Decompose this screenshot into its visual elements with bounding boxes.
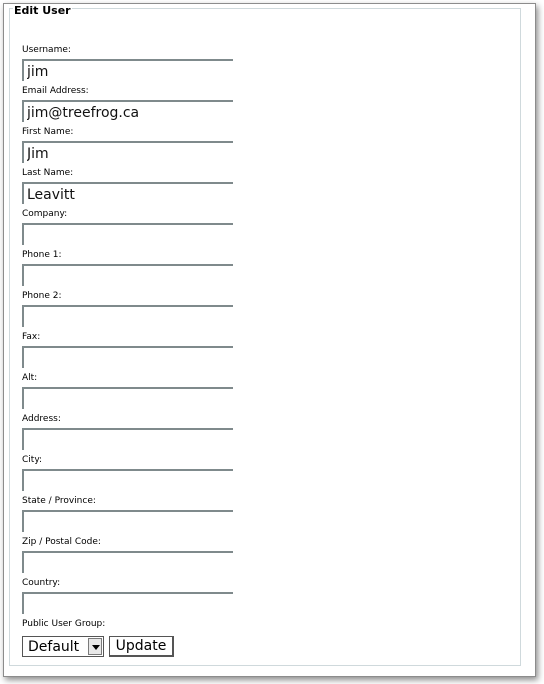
first-name-input[interactable]	[22, 141, 233, 163]
user-group-selected-value: Default	[28, 639, 80, 655]
chevron-down-icon[interactable]	[88, 638, 102, 655]
form-title: Edit User	[14, 4, 71, 17]
state-label: State / Province:	[22, 496, 96, 506]
state-field-group	[22, 496, 234, 532]
last-name-field-group	[22, 168, 234, 204]
user-group-label: Public User Group:	[22, 619, 106, 629]
user-group-controls	[22, 636, 192, 657]
alt-field-group	[22, 373, 234, 409]
company-input[interactable]	[22, 223, 233, 245]
company-field-group	[22, 209, 234, 245]
user-group-select[interactable]	[22, 636, 104, 657]
fax-label: Fax:	[22, 332, 41, 342]
zip-label: Zip / Postal Code:	[22, 537, 101, 547]
phone1-label: Phone 1:	[22, 250, 62, 260]
user-group-field-group	[22, 619, 234, 633]
address-input[interactable]	[22, 428, 233, 450]
phone2-input[interactable]	[22, 305, 233, 327]
phone2-field-group	[22, 291, 234, 327]
fax-input[interactable]	[22, 346, 233, 368]
last-name-input[interactable]	[22, 182, 233, 204]
first-name-label: First Name:	[22, 127, 74, 137]
phone1-field-group	[22, 250, 234, 286]
email-input[interactable]	[22, 100, 233, 122]
email-label: Email Address:	[22, 86, 89, 96]
zip-input[interactable]	[22, 551, 233, 573]
phone2-label: Phone 2:	[22, 291, 62, 301]
username-label: Username:	[22, 45, 71, 55]
zip-field-group	[22, 537, 234, 573]
country-label: Country:	[22, 578, 61, 588]
city-label: City:	[22, 455, 43, 465]
company-label: Company:	[22, 209, 68, 219]
update-button[interactable]: Update	[109, 636, 174, 657]
alt-input[interactable]	[22, 387, 233, 409]
first-name-field-group	[22, 127, 234, 163]
city-field-group	[22, 455, 234, 491]
email-field-group	[22, 86, 234, 122]
last-name-label: Last Name:	[22, 168, 74, 178]
phone1-input[interactable]	[22, 264, 233, 286]
username-field-group	[22, 45, 234, 81]
country-input[interactable]	[22, 592, 233, 614]
city-input[interactable]	[22, 469, 233, 491]
address-label: Address:	[22, 414, 61, 424]
fax-field-group	[22, 332, 234, 368]
username-input[interactable]	[22, 59, 233, 81]
alt-label: Alt:	[22, 373, 38, 383]
country-field-group	[22, 578, 234, 614]
state-input[interactable]	[22, 510, 233, 532]
address-field-group	[22, 414, 234, 450]
